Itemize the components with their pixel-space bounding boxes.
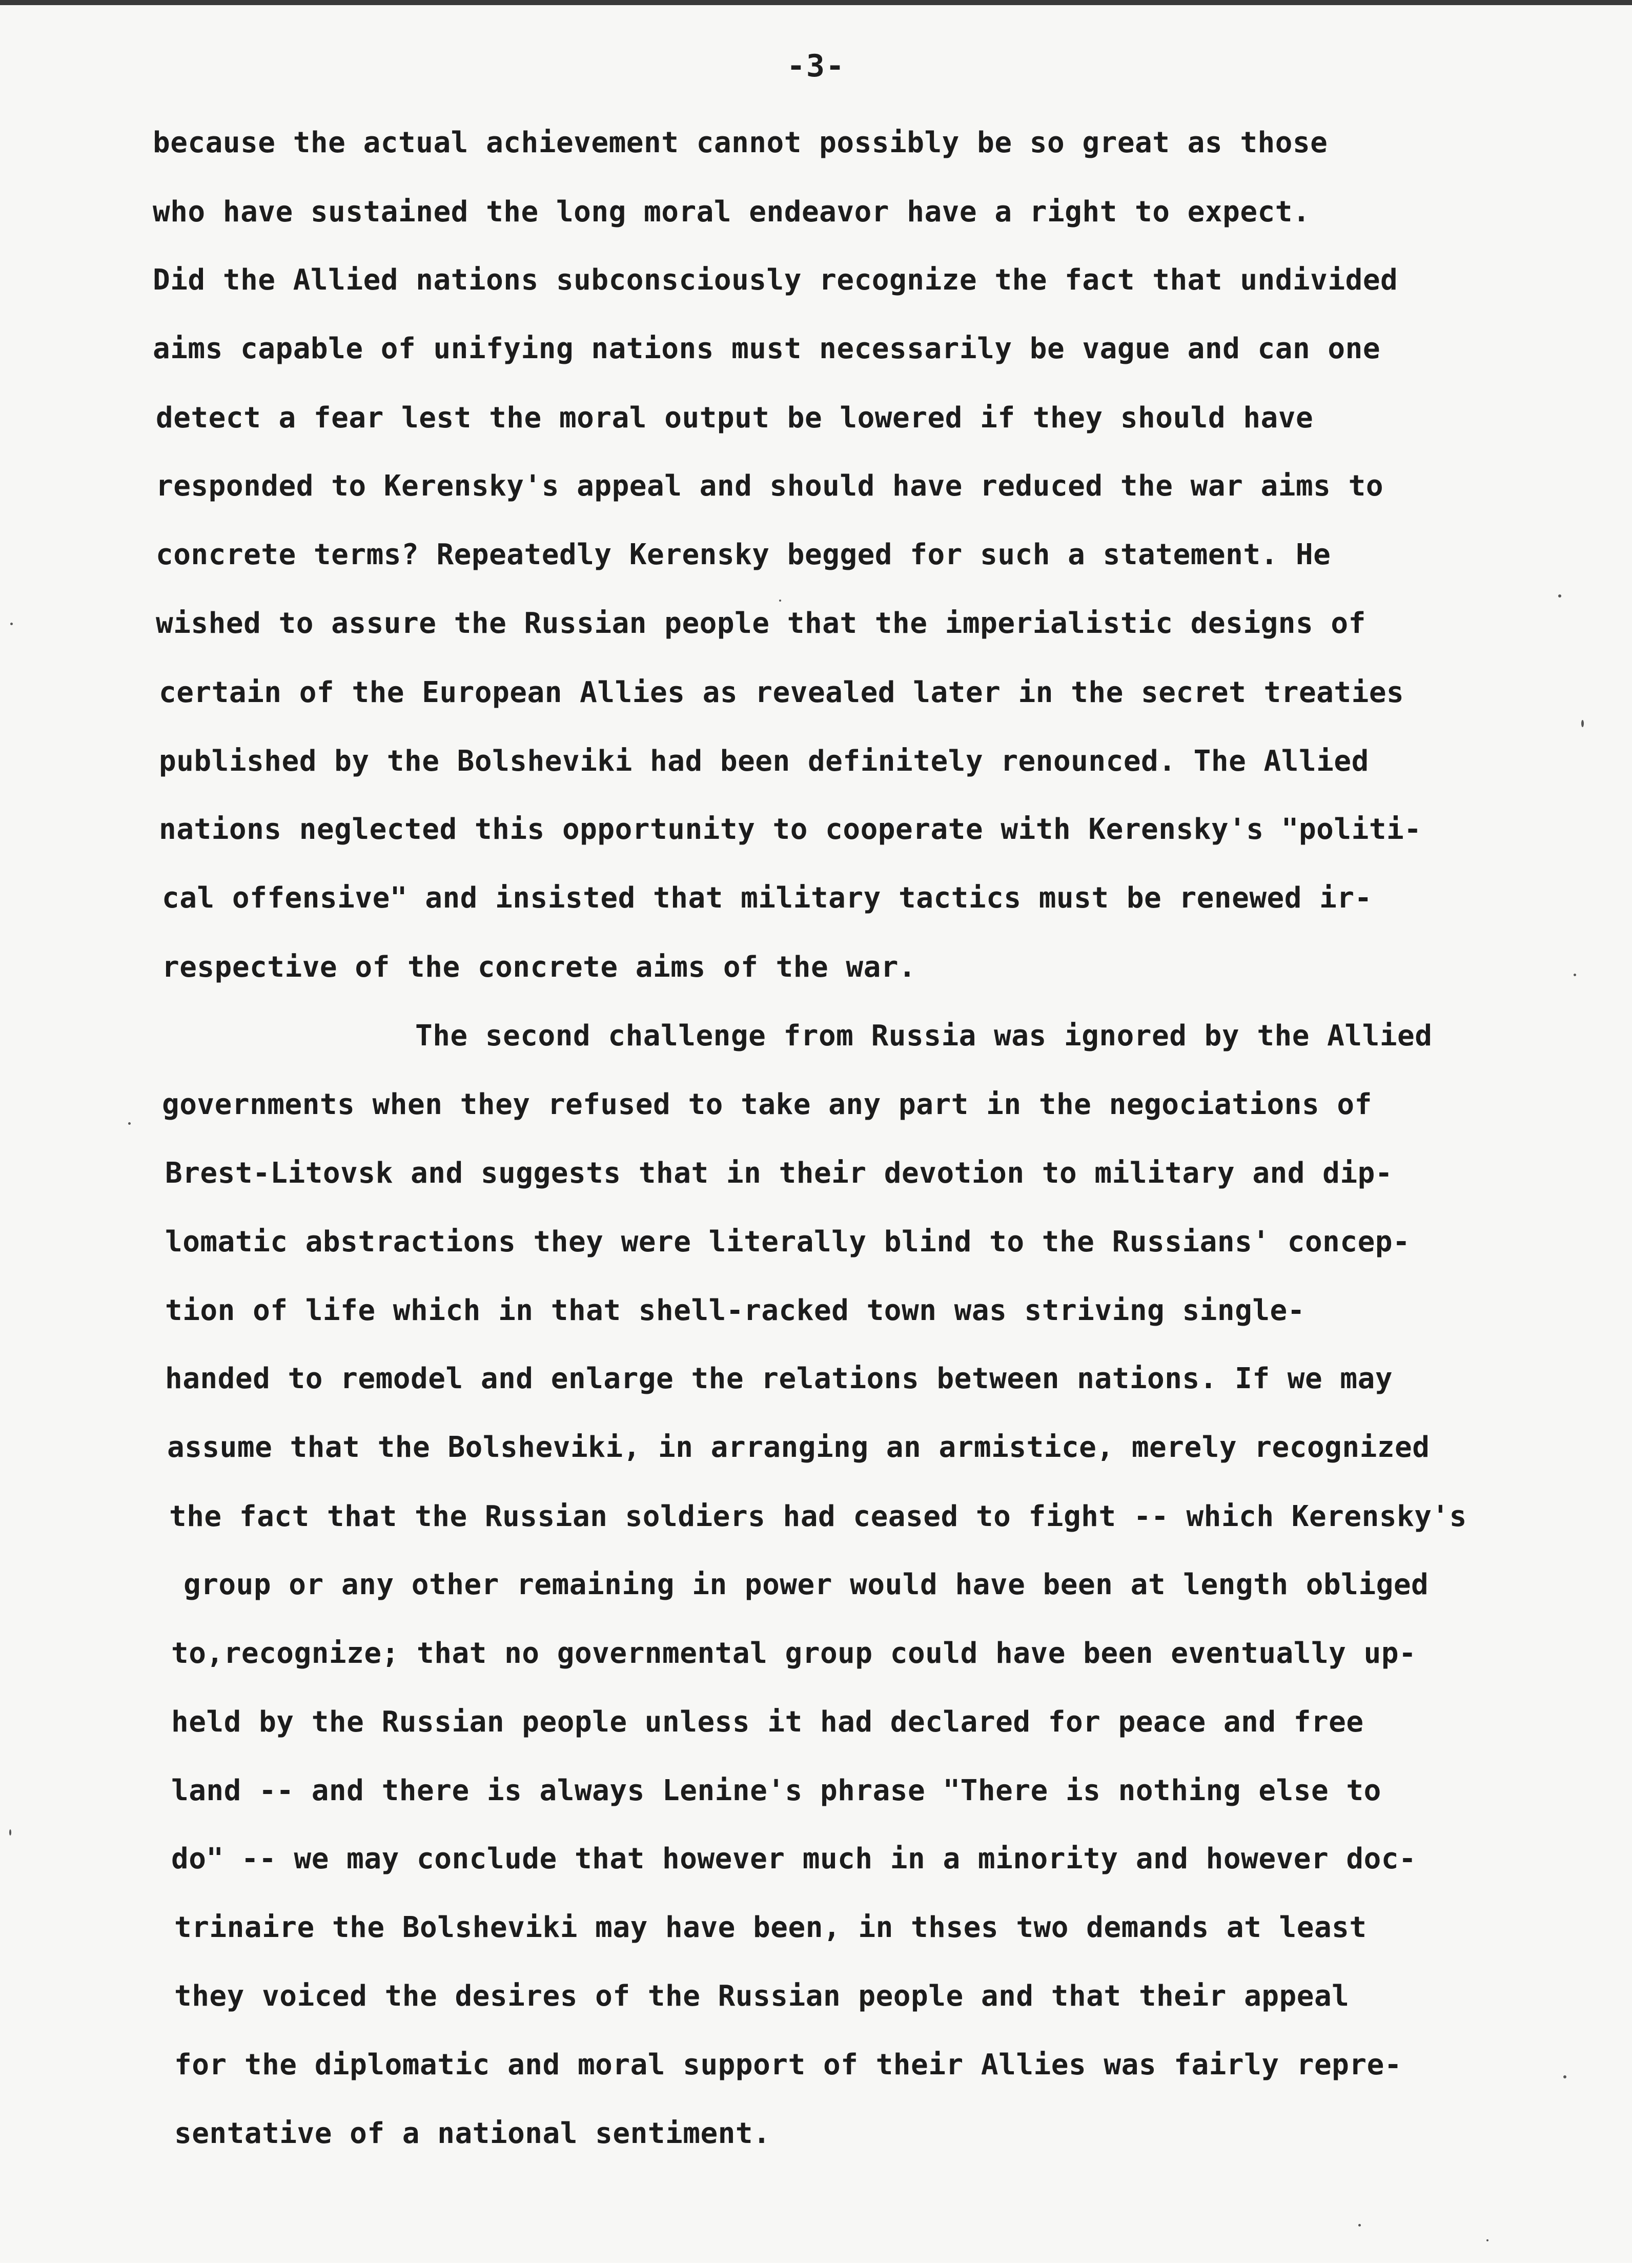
text-line: for the diplomatic and moral support of their Allies was fairly repre- <box>174 2048 1402 2081</box>
scan-speck <box>1558 594 1561 597</box>
text-line: published by the Bolsheviki had been definitely renounced. The Allied <box>159 745 1369 778</box>
body-text <box>0 5 1632 2268</box>
text-line: certain of the European Allies as revealed later in the secret treaties <box>159 676 1404 709</box>
text-line: governments when they refused to take any part in the negociations of <box>162 1088 1372 1121</box>
scan-speck <box>128 1122 131 1125</box>
scan-speck <box>10 623 13 625</box>
text-line: group or any other remaining in power would have been at length obliged <box>183 1568 1429 1601</box>
text-line: nations neglected this opportunity to cooperate with Kerensky's "politi- <box>159 813 1422 846</box>
text-line: respective of the concrete aims of the war. <box>162 951 916 984</box>
text-line: trinaire the Bolsheviki may have been, in thses two demands at least <box>174 1911 1367 1944</box>
text-line: to,recognize; that no governmental group could have been eventually up- <box>171 1637 1417 1670</box>
text-line: the fact that the Russian soldiers had ceased to fight -- which Kerensky's <box>169 1500 1467 1533</box>
scan-speck <box>1563 2075 1566 2078</box>
text-line: detect a fear lest the moral output be lowered if they should have <box>156 401 1314 435</box>
scan-speck <box>779 600 781 602</box>
text-line: assume that the Bolsheviki, in arranging an armistice, merely recognized <box>167 1431 1430 1464</box>
text-line: wished to assure the Russian people that the imperialistic designs of <box>156 607 1366 640</box>
text-line: do" -- we may conclude that however much in a minority and however doc- <box>171 1842 1417 1875</box>
text-line: lomatic abstractions they were literally blind to the Russians' concep- <box>165 1225 1411 1259</box>
scan-speck <box>1574 974 1576 976</box>
scan-speck <box>9 1829 11 1836</box>
text-line: handed to remodel and enlarge the relations between nations. If we may <box>165 1362 1393 1395</box>
text-line: concrete terms? Repeatedly Kerensky begged for such a statement. He <box>156 538 1331 571</box>
page-number: -3- <box>786 48 846 84</box>
text-line: they voiced the desires of the Russian people and that their appeal <box>174 1980 1350 2013</box>
text-line: aims capable of unifying nations must necessarily be vague and can one <box>153 332 1381 365</box>
text-line: The second challenge from Russia was ignored by the Allied <box>415 1019 1433 1053</box>
scan-speck <box>1581 720 1584 727</box>
text-line: held by the Russian people unless it had declared for peace and free <box>171 1705 1364 1739</box>
text-line: land -- and there is always Lenine's phrase "There is nothing else to <box>171 1774 1381 1807</box>
text-line: sentative of a national sentiment. <box>174 2117 771 2150</box>
text-line: because the actual achievement cannot possibly be so great as those <box>153 126 1328 159</box>
text-line: who have sustained the long moral endeavor have a right to expect. <box>153 195 1311 229</box>
scan-speck <box>1486 2239 1488 2241</box>
text-line: responded to Kerensky's appeal and should have reduced the war aims to <box>156 469 1384 503</box>
scan-speck <box>1358 2224 1361 2226</box>
text-line: Did the Allied nations subconsciously recognize the fact that undivided <box>153 263 1398 297</box>
text-line: tion of life which in that shell-racked town was striving single- <box>165 1294 1305 1327</box>
text-line: Brest-Litovsk and suggests that in their devotion to military and dip- <box>165 1157 1393 1190</box>
text-line: cal offensive" and insisted that military tactics must be renewed ir- <box>162 881 1372 915</box>
